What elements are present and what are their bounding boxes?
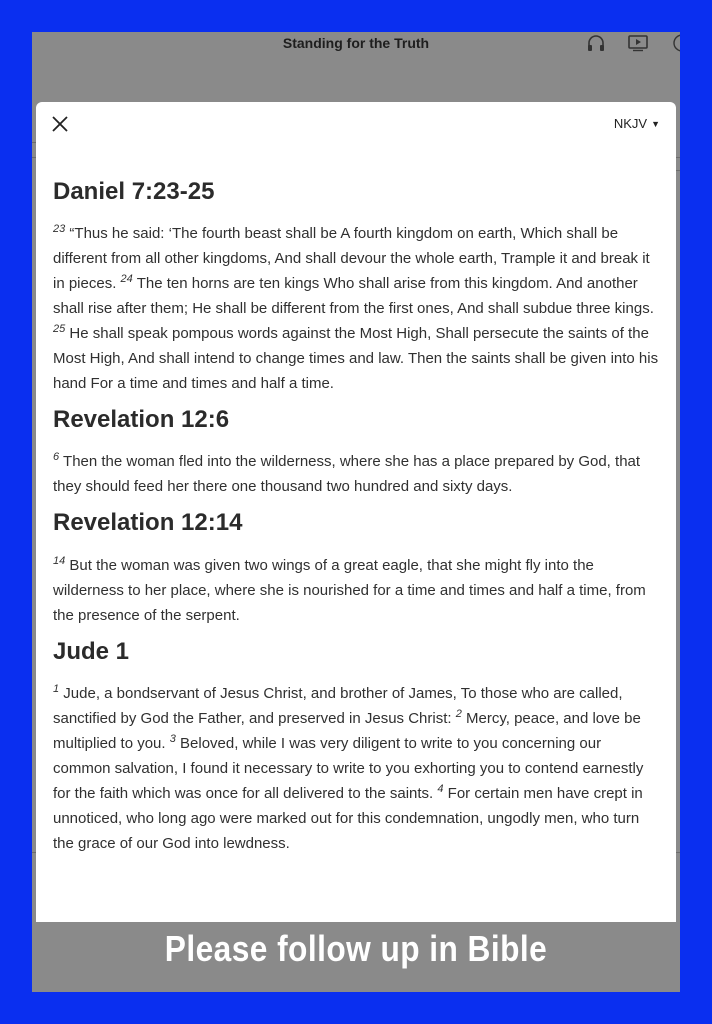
verse-text: The ten horns are ten kings Who shall arise from this kingdom. And another shall rise after them; He shall be different from the first ones, And shall subdue three kings.: [53, 275, 654, 318]
passage-modal: [36, 102, 676, 922]
passage: [53, 176, 660, 396]
passage: [53, 507, 660, 627]
verse-text: Then the woman fled into the wilderness, where she has a place prepared by God, that they should feed her there one thousand two hundred and sixty days.: [53, 453, 641, 496]
verse-text: He shall speak pompous words against the Most High, Shall persecute the saints of the Most High, And shall intend to change times and law. Then the saints shall be given into his hand For a time and times and half a time.: [53, 325, 659, 393]
verse-number: 25: [53, 323, 66, 336]
verse-number: 23: [53, 223, 66, 236]
passage: [53, 404, 660, 499]
verse-text: Mercy, peace, and love be multiplied to you.: [53, 709, 641, 752]
verse-number: 6: [53, 451, 60, 464]
passage-reference: Daniel 7:23-25: [53, 178, 215, 205]
verse-number: 2: [455, 707, 462, 720]
passage-reference: Revelation 12:6: [53, 406, 230, 434]
version-selector[interactable]: [614, 116, 660, 131]
caret-down-icon: ▼: [651, 118, 660, 129]
scroll-fade: [36, 908, 676, 922]
verse-number: 14: [53, 554, 66, 567]
passage-text: [53, 553, 660, 628]
verse-number: 4: [437, 782, 444, 795]
verse-text: “Thus he said: ‘The fourth beast shall be A fourth kingdom on earth, Which shall be different from all other kingdoms, And shall devour the whole earth, Trample it and break it in pieces.: [53, 225, 650, 293]
verse-number: 3: [169, 732, 176, 745]
verse-text: For certain men have crept in unnoticed, who long ago were marked out for this condemnation, ungodly men, who turn the grace of our God into lewdness.: [53, 784, 643, 852]
passage-list: [53, 176, 660, 864]
page-title: Standing for the Truth: [282, 35, 430, 51]
verse-number: 24: [120, 273, 133, 286]
passage-text: [53, 221, 660, 396]
passage-reference: Jude 1: [53, 637, 130, 665]
passage: [53, 636, 660, 856]
version-label: NKJV: [613, 116, 648, 131]
verse-text: Beloved, while I was very diligent to write to you concerning our common salvation, I found it necessary to write to you exhorting you to contend earnestly for the faith which was once for all delivered to the saints.: [53, 734, 644, 802]
verse-text: Jude, a bondservant of Jesus Christ, and brother of James, To those who are called, sanctified by God the Father, and preserved in Jesus Christ:: [53, 684, 623, 727]
passage-text: [53, 681, 660, 856]
verse-text: But the woman was given two wings of a great eagle, that she might fly into the wilderness to her place, where she is nourished for a time and times and half a time, from the presence of the serpent.: [53, 556, 646, 624]
verse-number: 1: [53, 682, 60, 695]
passage-text: [53, 449, 660, 499]
close-icon[interactable]: [50, 114, 70, 134]
banner-caption: Please follow up in Bible: [164, 928, 548, 969]
passage-reference: Revelation 12:14: [53, 509, 243, 537]
